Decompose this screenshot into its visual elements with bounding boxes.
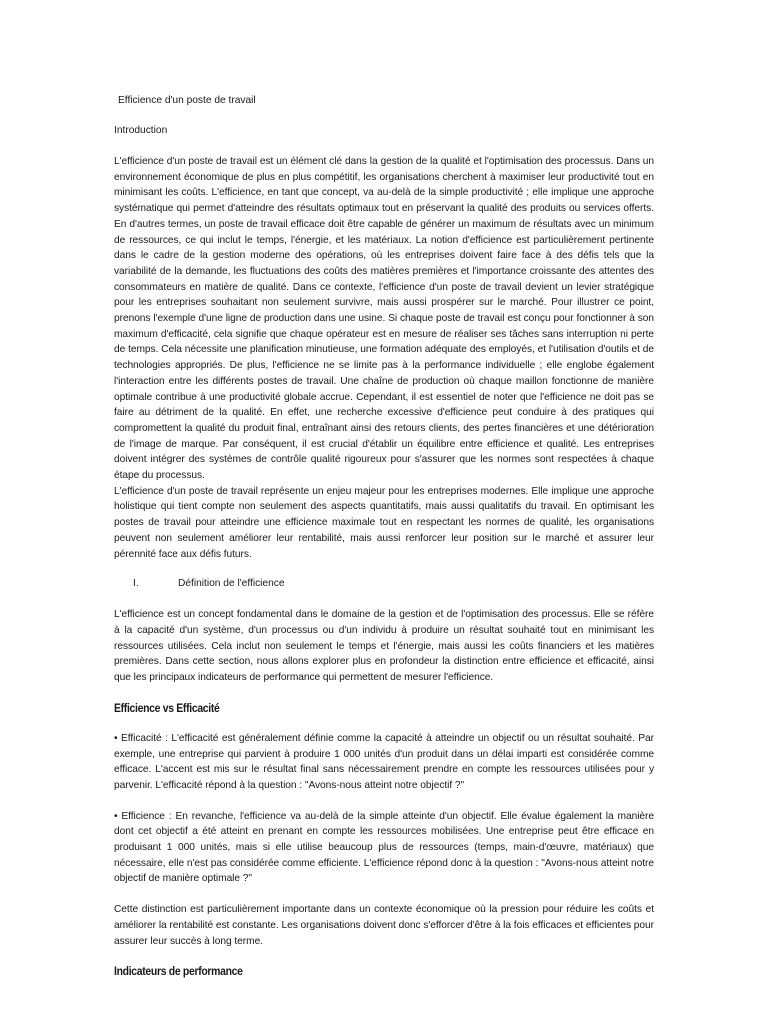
definition-paragraph: L'efficience est un concept fondamental dans le domaine de la gestion et de l'optimisation des processus. Elle se réfère à la capacité d'un système, d'un processus ou d'un individu à produire un résultat souhaité tout en minimisant les ressources utilisées. Cela inclut non seulement le temps et l'énergie, mais aussi les coûts financiers et les matières premières. Dans cette section, nous allons explorer plus en profondeur la distinction entre efficience et efficacité, ainsi que les principaux indicateurs de performance qui permettent de mesurer l'efficience. <box>114 609 654 684</box>
section-heading-definition <box>114 577 654 591</box>
subheading-efficience-vs-efficacite: Efficience vs Efficacité <box>114 701 220 715</box>
subheading-indicateurs: Indicateurs de performance <box>114 965 243 979</box>
intro-heading: Introduction <box>114 125 168 136</box>
intro-paragraph-1: L'efficience d'un poste de travail est un élément clé dans la gestion de la qualité et l'optimisation des processus. Dans un environnement économique de plus en plus compétitif, les organisations cherchent à maximiser leur productivité tout en minimisant les coûts. L'efficience, en tant que concept, va au-delà de la simple productivité ; elle implique une approche systématique qui permet d'atteindre des résultats optimaux tout en préservant la qualité des produits ou services offerts. En d'autres termes, un poste de travail efficace doit être capable de générer un maximum de résultats avec un minimum de ressources, ce qui inclut le temps, l'énergie, et les matériaux. La notion d'efficience est particulièrement pertinente dans le cadre de la gestion moderne des opérations, où les entreprises doivent faire face à des défis tels que la variabilité de la demande, les fluctuations des coûts des matières premières et l'importance croissante des attentes des consommateurs en matière de qualité. Dans ce contexte, l'efficience d'un poste de travail devient un levier stratégique pour les entreprises souhaitant non seulement survivre, mais aussi prospérer sur le marché. Pour illustrer ce point, prenons l'exemple d'une ligne de production dans une usine. Si chaque poste de travail est conçu pour fonctionner à son maximum d'efficacité, cela signifie que chaque opérateur est en mesure de réaliser ses tâches sans interruption ni perte de temps. Cela nécessite une planification minutieuse, une formation adéquate des employés, et l'utilisation d'outils et de technologies appropriés. De plus, l'efficience ne se limite pas à la performance individuelle ; elle englobe également l'interaction entre les différents postes de travail. Une chaîne de production où chaque maillon fonctionne de manière optimale contribue à une productivité globale accrue. Cependant, il est essentiel de noter que l'efficience ne doit pas se faire au détriment de la qualité. En effet, une recherche excessive d'efficience peut conduire à des pratiques qui compromettent la qualité du produit final, entraînant ainsi des retours clients, des pertes financières et une détérioration de l'image de marque. Par conséquent, il est crucial d'établir un équilibre entre efficience et qualité. Les entreprises doivent intégrer des systèmes de contrôle qualité rigoureux pour s'assurer que les normes sont respectées à chaque étape du processus. <box>114 156 654 482</box>
bullet-efficacite: • Efficacité : L'efficacité est généralement définie comme la capacité à atteindre un objectif ou un résultat souhaité. Par exemple, une entreprise qui parvient à produire 1 000 unités d'un produit dans un délai imparti est considérée comme efficace. L'accent est mis sur le résultat final sans nécessairement prendre en compte les ressources utilisées pour y parvenir. L'efficacité répond à la question : "Avons-nous atteint notre objectif ?" <box>114 732 654 791</box>
section-number: I. <box>133 578 139 590</box>
distinction-paragraph: Cette distinction est particulièrement importante dans un contexte économique où la pression pour réduire les coûts et améliorer la rentabilité est constante. Les organisations doivent donc s'efforcer d'être à la fois efficaces et efficientes pour assurer leur succès à long terme. <box>114 904 654 947</box>
intro-paragraph-2: L'efficience d'un poste de travail représente un enjeu majeur pour les entreprises modernes. Elle implique une approche holistique qui tient compte non seulement des aspects quantitatifs, mais aussi qualitatifs du travail. En optimisant les postes de travail pour atteindre une efficience maximale tout en respectant les normes de qualité, les organisations peuvent non seulement améliorer leur rentabilité, mais aussi renforcer leur position sur le marché et assurer leur pérennité face aux défis futurs. <box>114 485 654 560</box>
document-title: Efficience d'un poste de travail <box>118 95 256 106</box>
section-title: Définition de l'efficience <box>178 578 285 590</box>
bullet-efficience: • Efficience : En revanche, l'efficience va au-delà de la simple atteinte d'un objectif. Elle évalue également la manière dont cet objectif a été atteint en prenant en compte les ressources mobilisées. Une entreprise peut être efficace en produisant 1 000 unités, mais si elle utilise beaucoup plus de ressources (temps, main-d'œuvre, matériaux) que nécessaire, elle n'est pas considérée comme efficiente. L'efficience répond donc à la question : "Avons-nous atteint notre objectif de manière optimale ?" <box>114 810 654 885</box>
